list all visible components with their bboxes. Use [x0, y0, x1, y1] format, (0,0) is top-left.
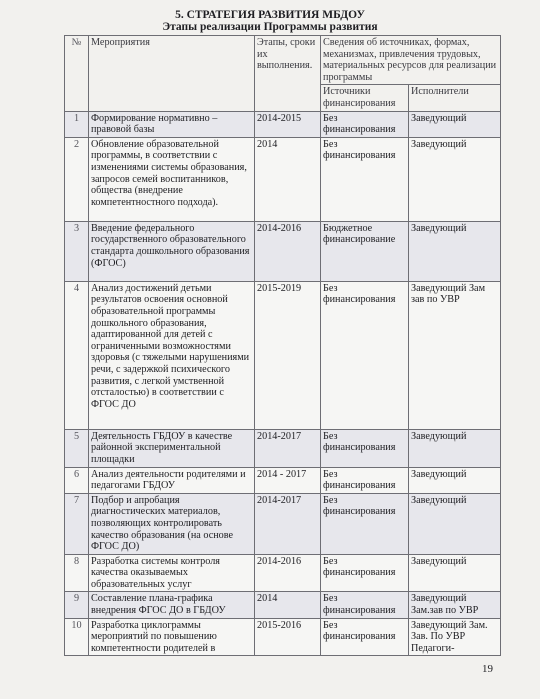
row-period: 2014-2017	[255, 429, 321, 467]
row-funding: Без финансирования	[321, 429, 409, 467]
row-period: 2014	[255, 137, 321, 221]
row-number: 7	[65, 493, 89, 554]
table-row	[65, 137, 501, 221]
section-subtitle: Этапы реализации Программы развития	[162, 21, 378, 33]
row-number: 8	[65, 554, 89, 592]
row-activity: Деятельность ГБДОУ в качестве районной экспериментальной площадки	[89, 429, 255, 467]
row-funding: Без финансирования	[321, 554, 409, 592]
row-activity: Разработка циклограммы мероприятий по повышению компетентности родителей в	[89, 618, 255, 656]
row-period: 2015-2019	[255, 281, 321, 429]
row-funding: Без финансирования	[321, 111, 409, 137]
row-activity: Разработка системы контроля качества оказываемых образовательных услуг	[89, 554, 255, 592]
row-number: 1	[65, 111, 89, 137]
row-executor: Заведующий Зам. Зав. По УВР Педагоги-	[409, 618, 501, 656]
row-executor: Заведующий Зам зав по УВР	[409, 281, 501, 429]
row-activity: Формирование нормативно – правовой базы	[89, 111, 255, 137]
row-executor: Заведующий	[409, 137, 501, 221]
section-title: 5. СТРАТЕГИЯ РАЗВИТИЯ МБДОУ	[175, 9, 365, 21]
page-number: 19	[482, 663, 493, 675]
row-number: 10	[65, 618, 89, 656]
program-stages-table	[64, 35, 501, 656]
row-executor: Заведующий	[409, 467, 501, 493]
row-executor: Заведующий	[409, 493, 501, 554]
table-row	[65, 467, 501, 493]
row-period: 2014-2016	[255, 221, 321, 281]
table-row	[65, 111, 501, 137]
row-number: 3	[65, 221, 89, 281]
header-executors: Исполнители	[409, 85, 501, 111]
header-funding-sources: Источники финансирования	[321, 85, 409, 111]
row-activity: Обновление образовательной программы, в соответствии с изменениями системы образования, запросов семей воспитанников, общества (внедрение компетентностного подхода).	[89, 137, 255, 221]
row-period: 2015-2016	[255, 618, 321, 656]
row-funding: Без финансирования	[321, 618, 409, 656]
row-period: 2014-2017	[255, 493, 321, 554]
row-executor: Заведующий	[409, 111, 501, 137]
row-number: 4	[65, 281, 89, 429]
row-number: 9	[65, 592, 89, 618]
row-number: 5	[65, 429, 89, 467]
row-funding: Без финансирования	[321, 281, 409, 429]
row-funding: Без финансирования	[321, 493, 409, 554]
row-period: 2014 - 2017	[255, 467, 321, 493]
table-row	[65, 493, 501, 554]
row-funding: Бюджетное финансирование	[321, 221, 409, 281]
row-funding: Без финансирования	[321, 467, 409, 493]
table-row	[65, 592, 501, 618]
table-row	[65, 554, 501, 592]
header-number: №	[65, 36, 89, 112]
row-executor: Заведующий	[409, 221, 501, 281]
row-funding: Без финансирования	[321, 592, 409, 618]
row-activity: Введение федерального государственного образовательного стандарта дошкольного образования (ФГОС)	[89, 221, 255, 281]
row-number: 6	[65, 467, 89, 493]
row-period: 2014-2015	[255, 111, 321, 137]
row-activity: Анализ деятельности родителями и педагогами ГБДОУ	[89, 467, 255, 493]
header-resources-info: Сведения об источниках, формах, механизмах, привлечения трудовых, материальных ресурсов для реализации программы	[321, 36, 501, 85]
row-period: 2014	[255, 592, 321, 618]
row-activity: Анализ достижений детьми результатов освоения основной образовательной программы дошкольного образования, адаптированной для детей с ограниченными возможностями здоровья (с тяжелыми нарушениями речи, с задержкой психического развития, с легкой умственной отсталостью) в соответствии с ФГОС ДО	[89, 281, 255, 429]
row-funding: Без финансирования	[321, 137, 409, 221]
row-period: 2014-2016	[255, 554, 321, 592]
row-executor: Заведующий	[409, 554, 501, 592]
header-stages: Этапы, сроки их выполнения.	[255, 36, 321, 112]
table-row	[65, 618, 501, 656]
header-activity: Мероприятия	[89, 36, 255, 112]
table-row	[65, 221, 501, 281]
table-row	[65, 281, 501, 429]
row-number: 2	[65, 137, 89, 221]
row-activity: Составление плана-графика внедрения ФГОС ДО в ГБДОУ	[89, 592, 255, 618]
row-executor: Заведующий	[409, 429, 501, 467]
row-activity: Подбор и апробация диагностических материалов, позволяющих контролировать качество образования (на основе ФГОС ДО)	[89, 493, 255, 554]
table-row	[65, 429, 501, 467]
row-executor: Заведующий Зам.зав по УВР	[409, 592, 501, 618]
